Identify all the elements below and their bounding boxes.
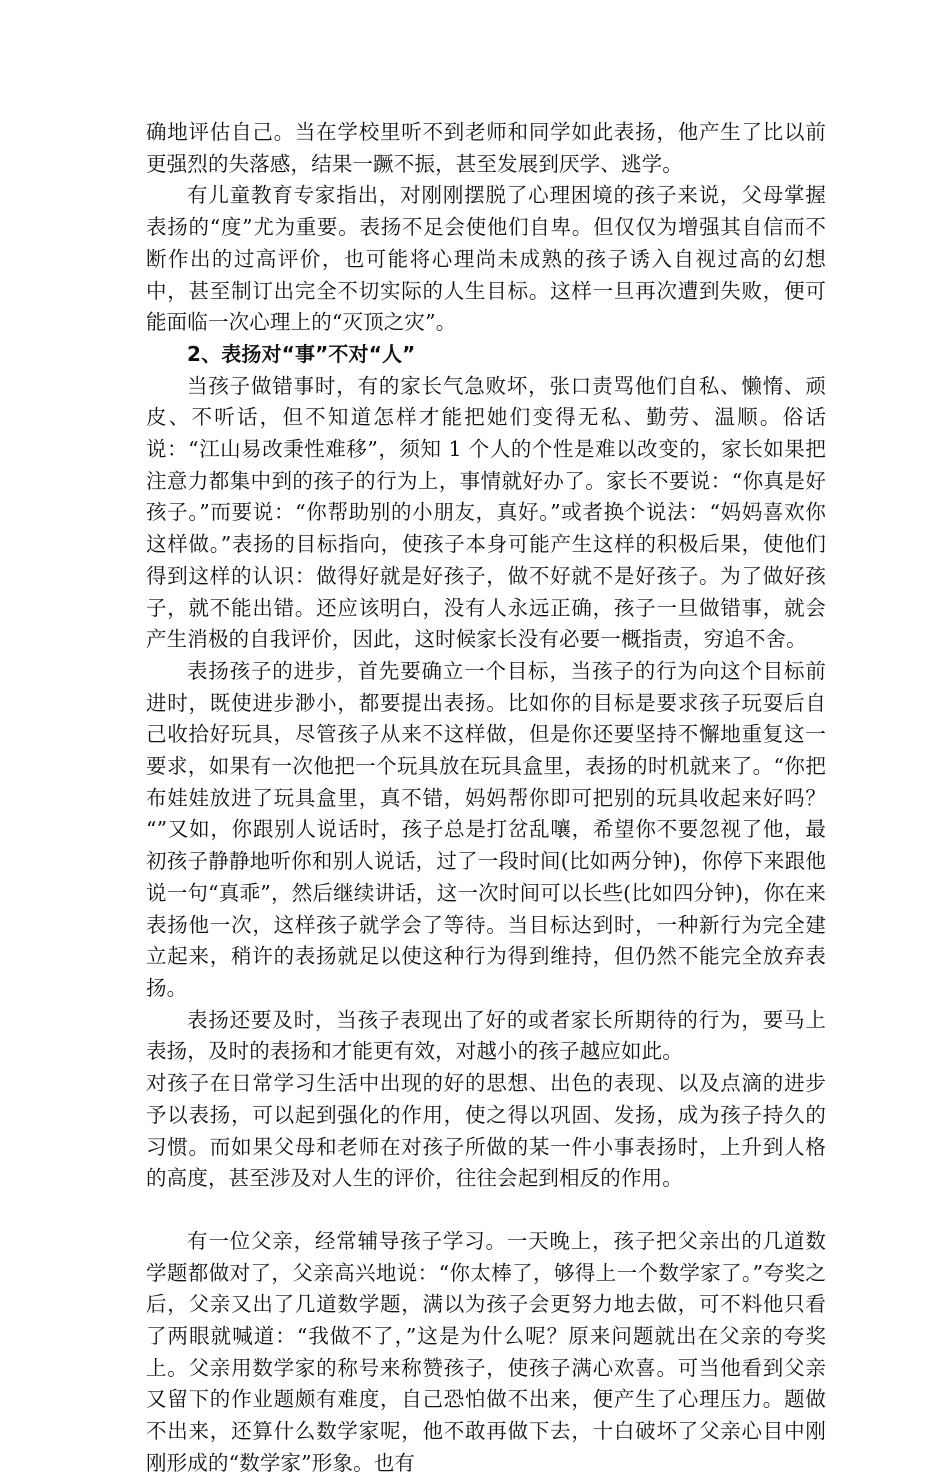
paragraph-expert-opinion: 有儿童教育专家指出，对刚刚摆脱了心理困境的孩子来说，父母掌握表扬的“度”尤为重要。表扬不足会使他们自卑。但仅仅为增强其自信而不断作出的过高评价，也可能将心理尚未成熟的孩子诱入自视过高的幻想中，甚至制订出完全不切实际的人生目标。这样一旦再次遭到失败，便可能面临一次心理上的“灭顶之灾”。 bbox=[146, 183, 826, 335]
paragraph-father-example: 有一位父亲，经常辅导孩子学习。一天晚上，孩子把父亲出的几道数学题都做对了，父亲高兴地说：“你太棒了，够得上一个数学家了。”夸奖之后，父亲又出了几道数学题，满以为孩子会更努力地去做，可不料他只看了两眼就喊道：“我做不了，”这是为什么呢？原来问题就出在父亲的夸奖上。父亲用数学家的称号来称赞孩子，使孩子满心欢喜。可当他看到父亲又留下的作业题颇有难度，自己恐怕做不出来，便产生了心理压力。题做不出来，还算什么数学家呢，他不敢再做下去，十白破坏了父亲心目中刚刚形成的“数学家”形象。也有 bbox=[146, 1228, 826, 1475]
paragraph-continuation: 确地评估自己。当在学校里听不到老师和同学如此表扬，他产生了比以前更强烈的失落感，结果一蹶不振，甚至发展到厌学、逃学。 bbox=[146, 120, 826, 176]
paragraph-gap bbox=[146, 1195, 826, 1226]
paragraph-timely-praise: 表扬还要及时，当孩子表现出了好的或者家长所期待的行为，要马上表扬，及时的表扬和才能更有效，对越小的孩子越应如此。 bbox=[146, 1007, 826, 1064]
paragraph-reinforcement: 对孩子在日常学习生活中出现的好的思想、出色的表现、以及点滴的进步予以表扬，可以起到强化的作用，使之得以巩固、发扬，成为孩子持久的习惯。而如果父母和老师在对孩子所做的某一件小事表扬时，上升到人格的高度，甚至涉及对人生的评价，往往会起到相反的作用。 bbox=[146, 1071, 826, 1191]
section-heading: 2、表扬对“事”不对“人” bbox=[187, 341, 416, 366]
document-body bbox=[146, 117, 826, 1480]
paragraph-praise-progress: 表扬孩子的进步，首先要确立一个目标，当孩子的行为向这个目标前进时，既使进步渺小，都要提出表扬。比如你的目标是要求孩子玩耍后自己收拾好玩具，尽管孩子从来不这样做，但是你还要坚持不懈地重复这一要求，如果有一次他把一个玩具放在玩具盒里，表扬的时机就来了。“你把布娃娃放进了玩具盒里，真不错，妈妈帮你即可把别的玩具收起来好吗？ “”又如，你跟别人说话时，孩子总是打岔乱嚷，希望你不要忽视了他，最初孩子静静地听你和别人说话，过了一段时间(比如两分钟)，你停下来跟他说一句“真乖”，然后继续讲话，这一次时间可以长些(比如四分钟)，你在来表扬他一次，这样孩子就学会了等待。当目标达到时，一种新行为完全建立起来，稍许的表扬就足以使这种行为得到维持，但仍然不能完全放弃表扬。 bbox=[146, 658, 826, 1000]
paragraph-praise-behavior: 当孩子做错事时，有的家长气急败坏，张口责骂他们自私、懒惰、顽皮、不听话，但不知道怎样才能把她们变得无私、勤劳、温顺。俗话说：“江山易改秉性难移”，须知 1 个人的个性是难以改变的，家长如果把注意力都集中到的孩子的行为上，事情就好办了。家长不要说：“你真是好孩子。”而要说：“你帮助别的小朋友，真好。”或者换个说法：“妈妈喜欢你这样做。”表扬的目标指向，使孩子本身可能产生这样的积极后果，使他们得到这样的认识：做得好就是好孩子，做不好就不是好孩子。为了做好孩子，就不能出错。还应该明白，没有人永远正确，孩子一旦做错事，就会产生消极的自我评价，因此，这时候家长没有必要一概指责，穷追不舍。 bbox=[146, 373, 826, 652]
